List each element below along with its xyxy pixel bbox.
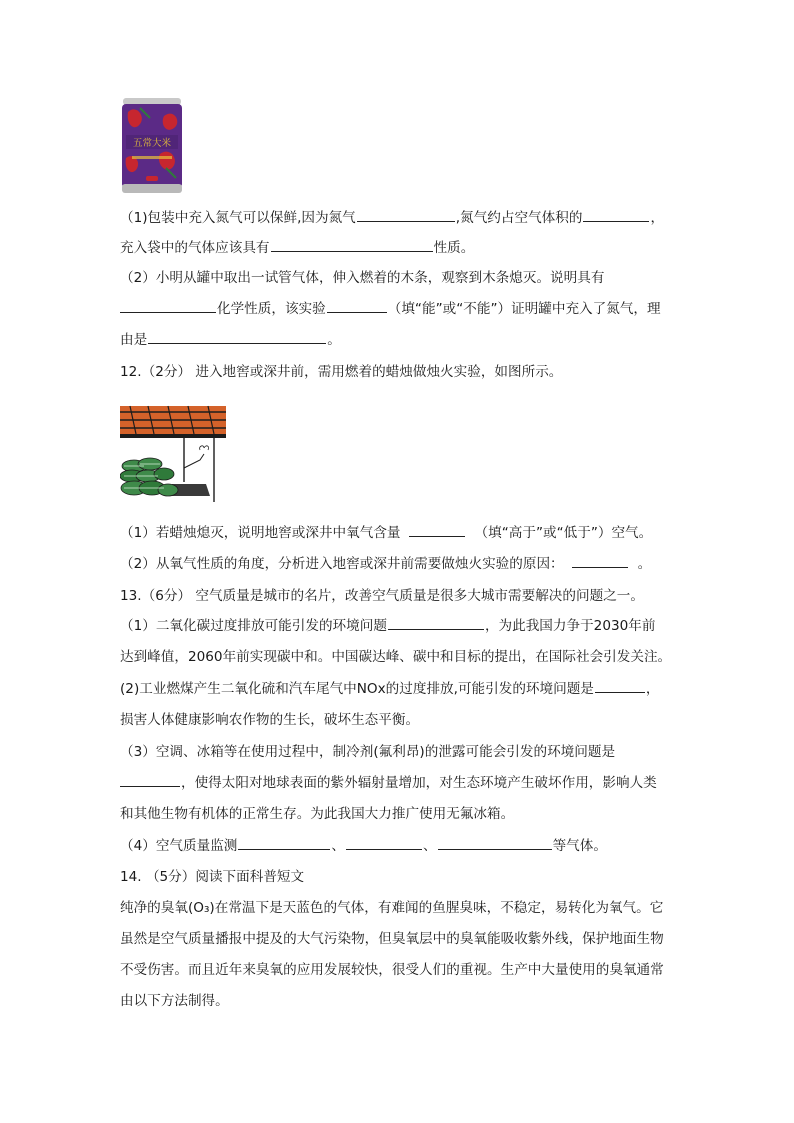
q13-part3-line2: ，使得太阳对地球表面的紫外辐射量增加，对生态环境产生破坏作用，影响人类 bbox=[120, 771, 680, 795]
q14-text-line2: 虽然是空气质量播报中提及的大气污染物，但臭氧层中的臭氧能吸收紫外线，保护地面生物 bbox=[120, 931, 664, 947]
answer-blank[interactable] bbox=[271, 237, 433, 252]
answer-blank[interactable] bbox=[238, 835, 330, 850]
answer-blank[interactable] bbox=[120, 298, 216, 313]
q14-title: 14. （5分）阅读下面科普短文 bbox=[120, 869, 305, 885]
answer-blank[interactable] bbox=[583, 207, 649, 222]
answer-blank[interactable] bbox=[357, 207, 455, 222]
can-label: 五常大米 bbox=[132, 138, 172, 149]
q13-title: 13.（6分） 空气质量是城市的名片，改善空气质量是很多大城市需要解决的问题之一。 bbox=[120, 588, 644, 604]
q14-text-line3: 不受伤害。而且近年来臭氧的应用发展较快，很受人们的重视。生产中大量使用的臭氧通常 bbox=[120, 962, 664, 978]
cellar-candle-image bbox=[120, 404, 226, 502]
q12-part1: （1）若蜡烛熄灭，说明地窖或深井中氧气含量 （填“高于”或“低于”）空气。 bbox=[120, 521, 680, 545]
q14-text-line4: 由以下方法制得。 bbox=[120, 993, 229, 1009]
answer-blank[interactable] bbox=[595, 678, 645, 693]
q12-title: 12.（2分） 进入地窖或深井前，需用燃着的蜡烛做烛火实验，如图所示。 bbox=[120, 364, 563, 380]
answer-blank[interactable] bbox=[572, 553, 628, 568]
q13-part4: （4）空气质量监测 、 、 等气体。 bbox=[120, 834, 680, 858]
q11-part2-line2: 化学性质，该实验 （填“能”或“不能”）证明罐中充入了氮气，理 bbox=[120, 297, 680, 321]
q14-text-line1: 纯净的臭氧(O₃)在常温下是天蓝色的气体，有难闻的鱼腥臭味，不稳定，易转化为氧气。它 bbox=[120, 900, 664, 916]
q13-part2-line2: 损害人体健康影响农作物的生长，破坏生态平衡。 bbox=[120, 712, 420, 728]
answer-blank[interactable] bbox=[120, 772, 180, 787]
answer-blank[interactable] bbox=[438, 835, 552, 850]
answer-blank[interactable] bbox=[327, 298, 387, 313]
q13-part3-line3: 和其他生物有机体的正常生存。为此我国大力推广使用无氟冰箱。 bbox=[120, 806, 515, 822]
answer-blank[interactable] bbox=[148, 329, 326, 344]
q13-part3-line1: （3）空调、冰箱等在使用过程中，制冷剂(氟利昂)的泄露可能会引发的环境问题是 bbox=[120, 744, 616, 760]
q11-part2-line3: 由是 。 bbox=[120, 328, 680, 352]
q13-part2-line1: (2)工业燃煤产生二氧化硫和汽车尾气中NOx的过度排放,可能引发的环境问题是 ， bbox=[120, 677, 680, 701]
answer-blank[interactable] bbox=[388, 615, 484, 630]
q13-part1-line1: （1）二氧化碳过度排放可能引发的环境问题 ，为此我国力争于2030年前 bbox=[120, 614, 680, 638]
q12-part2: （2）从氧气性质的角度，分析进入地窖或深井前需要做烛火实验的原因： 。 bbox=[120, 552, 680, 576]
q11-part1-line1: （1)包装中充入氮气可以保鲜,因为氮气 ,氮气约占空气体积的 ， bbox=[120, 206, 680, 230]
q11-part2-line1: （2）小明从罐中取出一试管气体，伸入燃着的木条，观察到木条熄灭。说明具有 bbox=[120, 270, 605, 286]
q13-part1-line2: 达到峰值，2060年前实现碳中和。中国碳达峰、碳中和目标的提出，在国际社会引发关注。 bbox=[120, 649, 672, 665]
q11-part1-line2: 充入袋中的气体应该具有 性质。 bbox=[120, 236, 680, 260]
rice-can-image bbox=[120, 98, 184, 194]
answer-blank[interactable] bbox=[409, 522, 465, 537]
answer-blank[interactable] bbox=[346, 835, 422, 850]
